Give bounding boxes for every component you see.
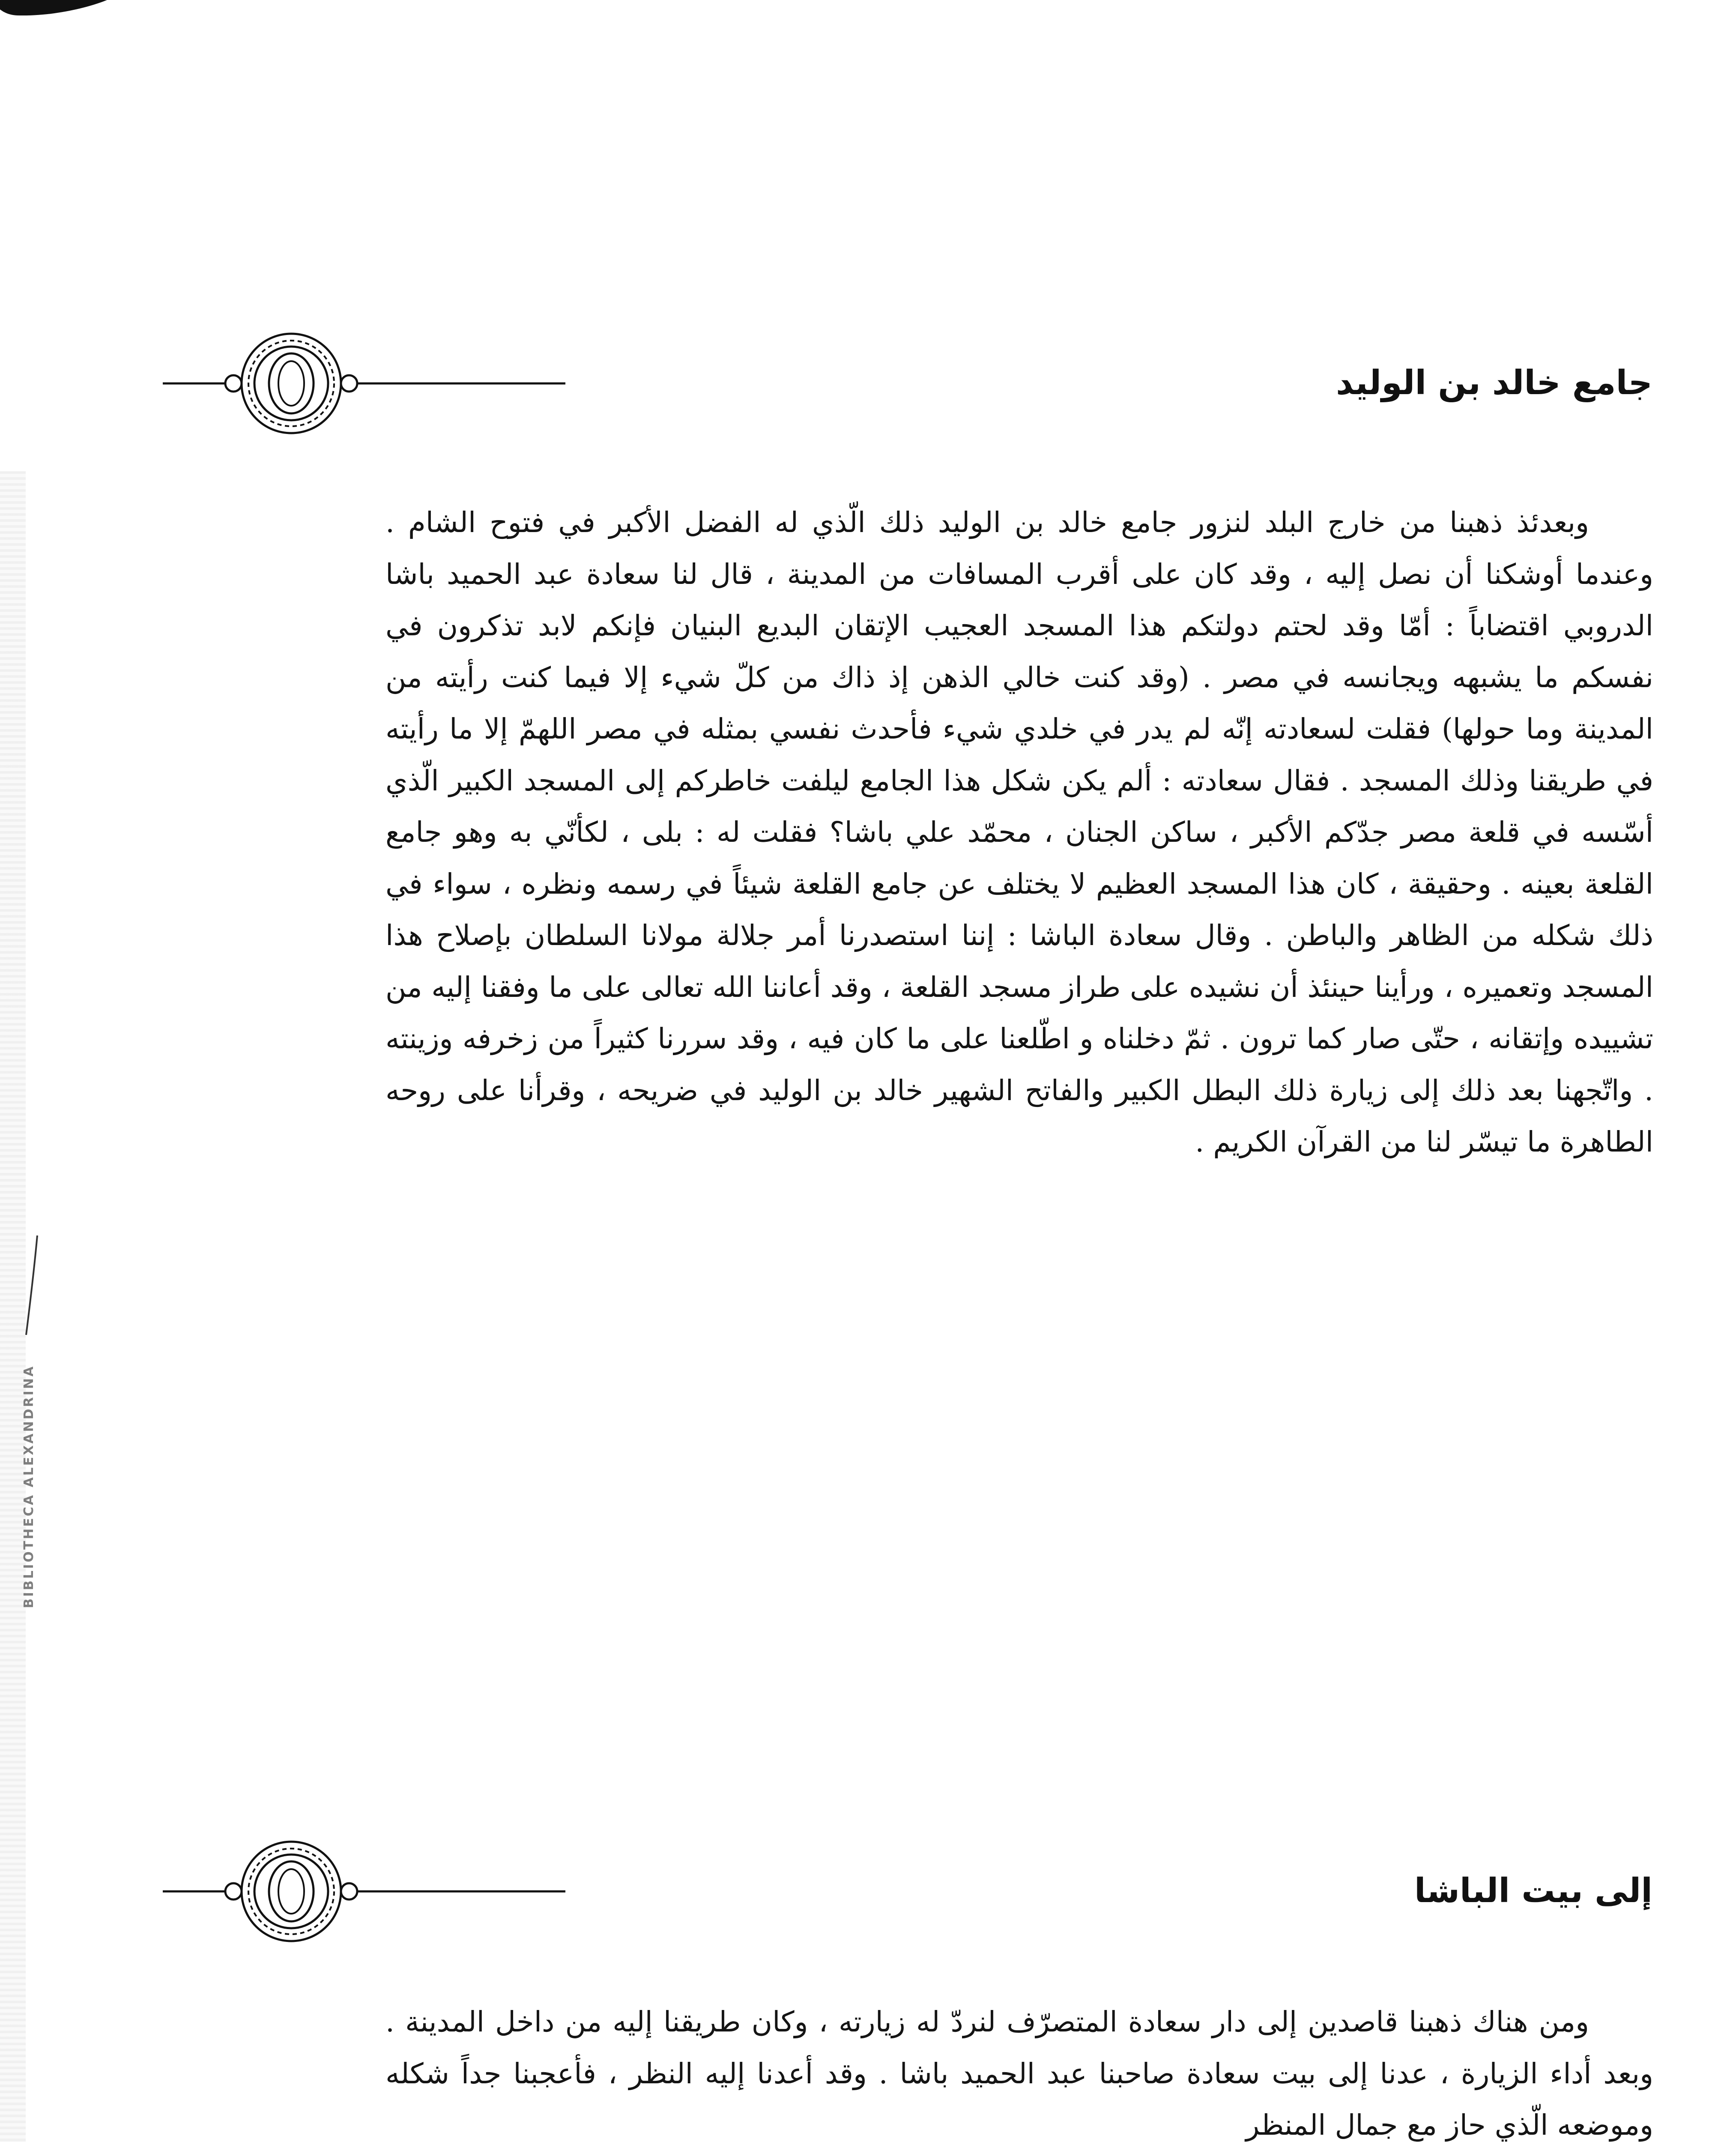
scan-corner-shadow (0, 0, 111, 17)
section2-body (385, 1996, 1653, 2142)
library-stamp: BIBLIOTHECA ALEXANDRINA (21, 1364, 36, 1609)
section1-body (385, 497, 1653, 1791)
paragraph: ومن هناك ذهبنا قاصدين إلى دار سعادة المتصرّف لنردّ له زيارته ، وكان طريقنا إليه من داخل المدينة . وبعد أداء الزيارة ، عدنا إلى بيت سعادة صاحبنا عبد الحميد باشا . وقد أعدنا إليه النظر ، فأعجبنا جداً شكله وموضعه الّذي حاز مع جمال المنظر (385, 2005, 1653, 2142)
section-heading-pasha-house: إلى بيت الباشا (1414, 1872, 1652, 1910)
pencil-mark (24, 1234, 41, 1337)
heading-ornament (163, 1827, 565, 1956)
paragraph: وبعدئذ ذهبنا من خارج البلد لنزور جامع خالد بن الوليد ذلك الّذي له الفضل الأكبر في فتوح الشام . وعندما أوشكنا أن نصل إليه ، وقد كان على أقرب المسافات من المدينة ، قال لنا سعادة عبد الحميد باشا الدروبي اقتضاباً : أمّا وقد لحتم دولتكم هذا المسجد العجيب الإتقان البديع البنيان فإنكم لابد تذكرون في نفسكم ما يشبهه ويجانسه في مصر . (وقد كنت خالي الذهن إذ ذاك من كلّ شيء إلا فيما كنت رأيته من المدينة وما حولها) فقلت لسعادته إنّه لم يدر في خلدي شيء فأحدث نفسي بمثله في مصر اللهمّ إلا ما رأيته في طريقنا وذلك المسجد . فقال سعادته : ألم يكن شكل هذا الجامع ليلفت خاطركم إلى المسجد الكبير الّذي أسّسه في قلعة مصر جدّكم الأكبر ، ساكن الجنان ، محمّد علي باشا؟ فقلت له : بلى ، لكأنّي به وهو جامع القلعة بعينه . وحقيقة ، كان هذا المسجد العظيم لا يختلف عن جامع القلعة شيئاً في رسمه ونظره ، سواء في ذلك شكله من الظاهر والباطن . وقال سعادة الباشا : إننا استصدرنا أمر جلالة مولانا السلطان بإصلاح هذا المسجد وتعميره ، ورأينا حينئذ أن نشيده على طراز مسجد القلعة ، وقد أعاننا الله تعالى على ما وفقنا إليه من تشييده وإتقانه ، حتّى صار كما ترون . ثمّ دخلناه و اطّلعنا على ما كان فيه ، وقد سررنا كثيراً من زخرفه وزينته . واتّجهنا بعد ذلك إلى زيارة ذلك البطل الكبير والفاتح الشهير خالد بن الوليد في ضريحه ، وقرأنا على روحه الطاهرة ما تيسّر لنا من القرآن الكريم . (385, 506, 1654, 1158)
section-heading-khalid-mosque: جامع خالد بن الوليد (1336, 364, 1652, 402)
heading-ornament (163, 319, 565, 448)
